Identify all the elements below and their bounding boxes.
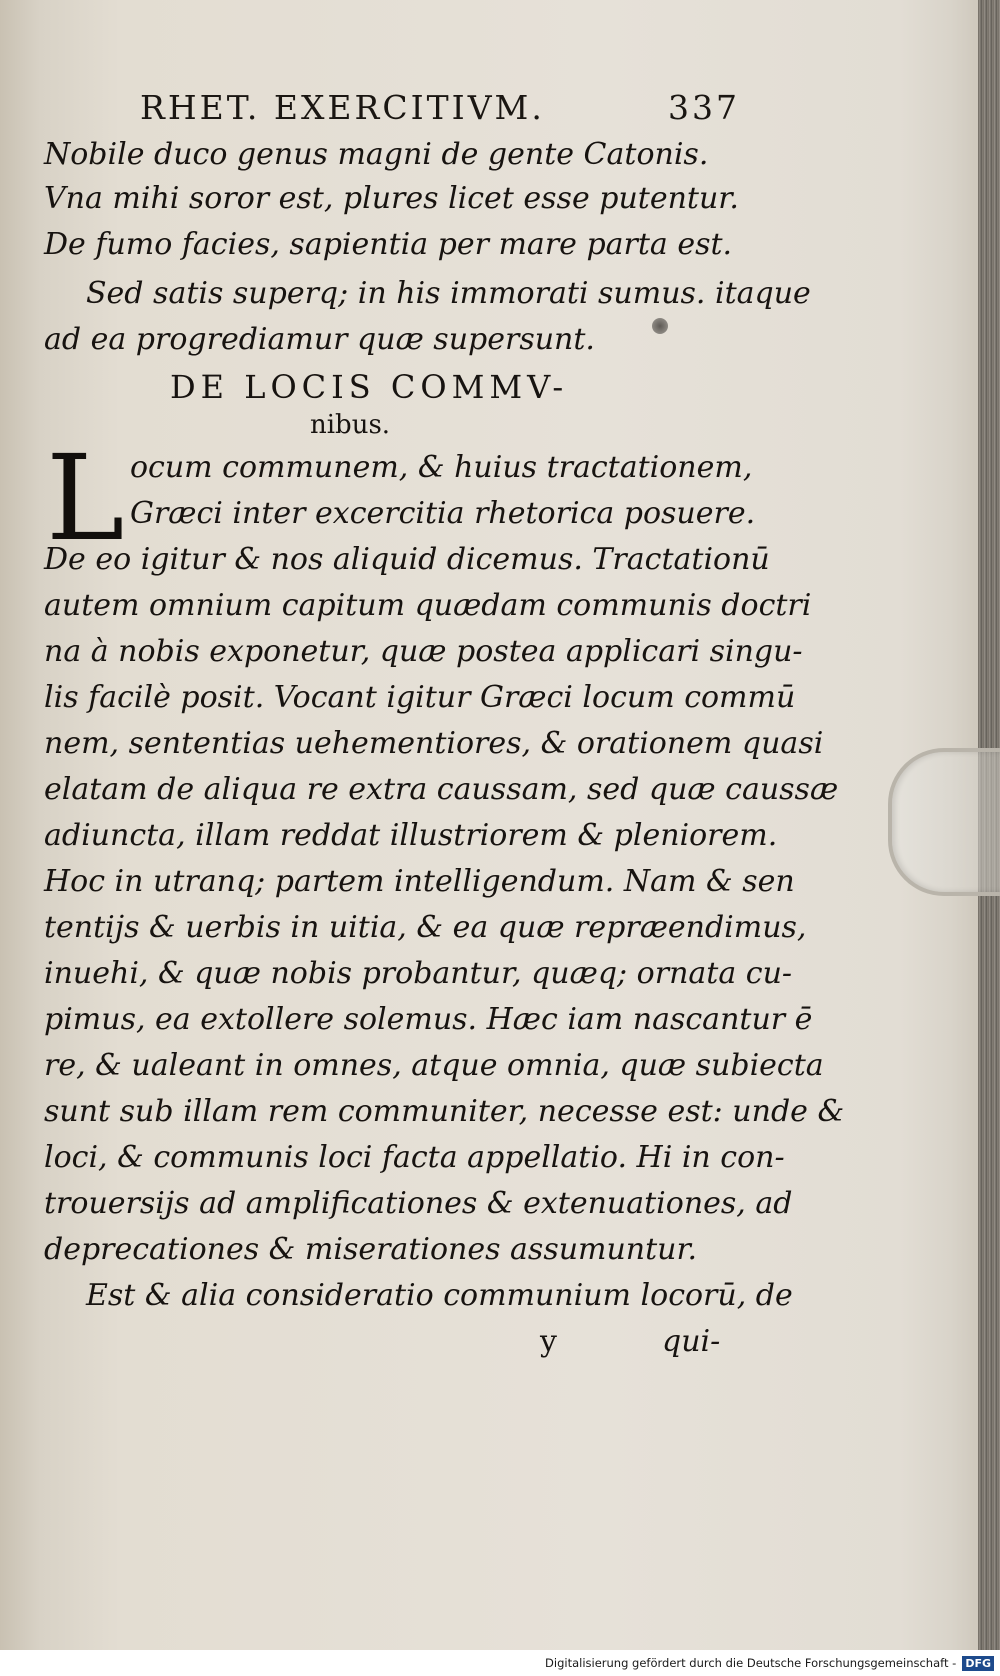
body-line: lis facilè posit. Vocant igitur Græci locum commū <box>44 680 796 715</box>
ink-stain <box>652 318 668 334</box>
body-line: tentijs & uerbis in uitia, & ea quæ repræendimus, <box>44 910 807 945</box>
body-line: elatam de aliqua re extra caussam, sed quæ caussæ <box>44 772 839 807</box>
body-line: na à nobis exponetur, quæ postea applicari singu- <box>44 634 803 669</box>
page-clip <box>888 748 1000 896</box>
verse-line: Nobile duco genus magni de gente Catonis. <box>44 137 709 172</box>
body-line: sunt sub illam rem communiter, necesse est: unde & <box>44 1094 845 1129</box>
body-line: autem omnium capitum quædam communis doctri <box>44 588 812 623</box>
drop-cap: L <box>46 429 125 567</box>
body-line: Græci inter excercitia rhetorica posuere. <box>130 496 756 531</box>
body-line: adiuncta, illam reddat illustriorem & pleniorem. <box>44 818 778 853</box>
signature-mark: y <box>540 1324 557 1359</box>
body-line: Est & alia consideratio communium locorū, de <box>86 1278 793 1313</box>
body-line: loci, & communis loci facta appellatio. Hi in con- <box>44 1140 785 1175</box>
section-heading: DE LOCIS COMMV- <box>170 368 569 406</box>
section-heading-continued: nibus. <box>310 410 391 440</box>
running-head <box>140 88 740 127</box>
page-number: 337 <box>668 88 740 127</box>
body-line: De eo igitur & nos aliquid dicemus. Tractationū <box>44 542 770 577</box>
body-line: ocum communem, & huius tractationem, <box>130 450 753 485</box>
verse-line: De fumo facies, sapientia per mare parta est. <box>44 227 733 262</box>
verse-line: Vna mihi soror est, plures licet esse putentur. <box>44 181 739 216</box>
body-line: trouersijs ad amplificationes & extenuationes, ad <box>44 1186 793 1221</box>
dfg-logo: DFG <box>962 1656 994 1671</box>
catchword: qui- <box>662 1324 721 1359</box>
body-line: nem, sententias uehementiores, & orationem quasi <box>44 726 824 761</box>
transition-line: ad ea progrediamur quæ supersunt. <box>44 322 595 357</box>
digitization-credit: Digitalisierung gefördert durch die Deutsche Forschungsgemeinschaft - <box>545 1656 957 1670</box>
body-line: pimus, ea extollere solemus. Hæc iam nascantur ē <box>44 1002 813 1037</box>
body-line: deprecationes & miserationes assumuntur. <box>44 1232 698 1267</box>
body-line: inuehi, & quæ nobis probantur, quæq; ornata cu- <box>44 956 793 991</box>
body-line: re, & ualeant in omnes, atque omnia, quæ subiecta <box>44 1048 824 1083</box>
running-title: RHET. EXERCITIVM. <box>140 88 545 127</box>
body-line: Hoc in utranq; partem intelligendum. Nam & sen <box>44 864 795 899</box>
footer-bar <box>0 1650 1000 1676</box>
transition-line: Sed satis superq; in his immorati sumus. itaque <box>86 276 811 311</box>
